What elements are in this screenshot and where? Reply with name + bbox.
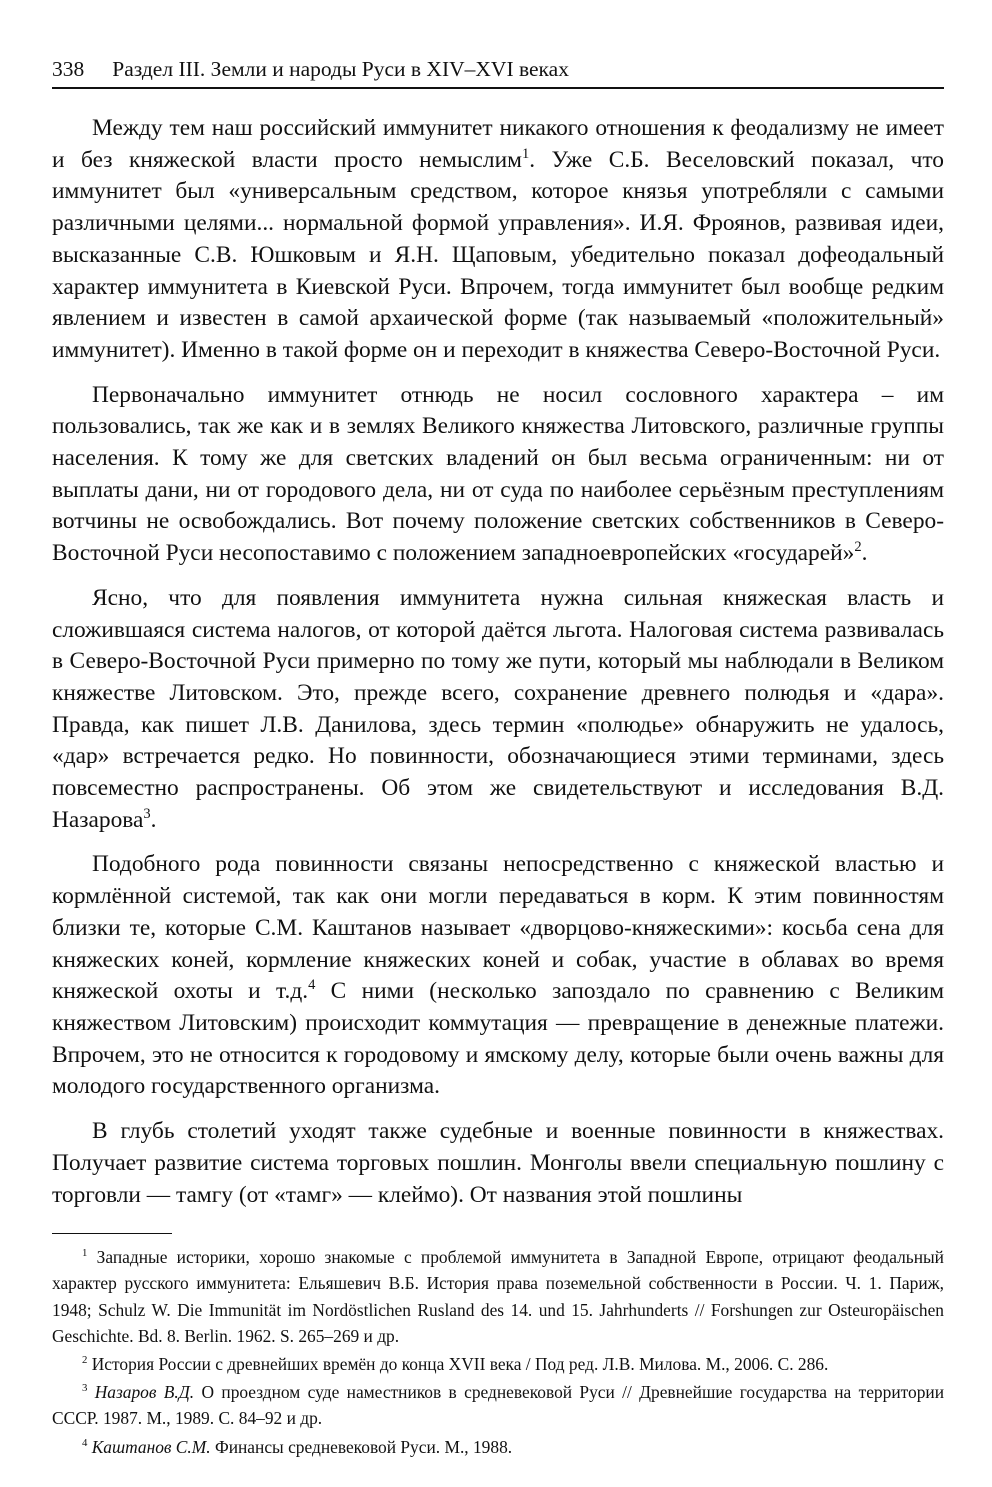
footnote-reference: 4 — [308, 977, 316, 994]
paragraph — [52, 1116, 944, 1211]
running-header — [52, 55, 944, 89]
paragraph-text: Ясно, что для появления иммунитета нужна сильная княжеская власть и сложившаяся система налогов, от которой даётся льгота. Налоговая система развивалась в Северо-Восточной Руси примерно по тому же пути, который мы наблюдали в Великом княжестве Литовском. Это, прежде всего, сохранение древнего полюдья и «дара». Правда, как пишет Л.В. Данилова, здесь термин «полюдье» обнаружить не удалось, «дар» встречается редко. Но повинности, обозначающиеся этими терминами, здесь повсеместно распространены. Об этом же свидетельствуют и исследования В.Д. Назарова — [52, 584, 944, 833]
footnote-number: 2 — [82, 1354, 88, 1367]
footnote — [52, 1351, 944, 1377]
footnote — [52, 1379, 944, 1431]
footnote-number: 1 — [82, 1247, 88, 1260]
paragraph-text: . — [150, 806, 157, 833]
footnote-number: 4 — [82, 1436, 88, 1449]
footnote-reference: 2 — [854, 539, 862, 556]
footnote-reference: 1 — [521, 145, 530, 162]
footnote-number: 3 — [82, 1382, 88, 1395]
paragraph — [52, 113, 944, 367]
book-page — [52, 55, 944, 1462]
footnote — [52, 1244, 944, 1349]
main-text — [52, 113, 944, 1211]
footnote-separator — [52, 1233, 172, 1234]
paragraph — [52, 849, 944, 1103]
footnote-text: Западные историки, хорошо знакомые с проблемой иммунитета в Западной Европе, отрицают феодальный характер русского иммунитета: Ельяшевич В.Б. История права поземельной собственности в России. Ч. 1. Париж, 1948; Schulz W. Die Immunität im Nordöstlichen Rusland des 14. und 15. Jahrhunderts // Forshungen zur Osteuropäischen Geschichte. Bd. 8. Berlin. 1962. S. 265–269 и др. — [52, 1247, 944, 1346]
footnote-text: Финансы средневековой Руси. М., 1988. — [214, 1436, 513, 1457]
paragraph — [52, 380, 944, 570]
footnote — [52, 1434, 944, 1460]
footnotes — [52, 1244, 944, 1460]
paragraph-text: Между тем наш российский иммунитет никакого отношения к феодализму не имеет и без княжеской власти просто немыслим — [52, 115, 944, 173]
running-title: Раздел III. Земли и народы Руси в XIV–XVI веках — [112, 57, 569, 81]
footnote-author: Назаров В.Д. — [94, 1382, 195, 1403]
paragraph-text: Первоначально иммунитет отнюдь не носил сословного характера – им пользовались, так же как и в землях Великого княжества Литовского, различные группы населения. К тому же для светских владений он был весьма ограниченным: ни от выплаты дани, ни от городового дела, ни от суда по наиболее серьёзным преступлениям вотчины не освобождались. Вот почему положение светских собственников в Северо-Восточной Руси несопоставимо с положением западноевропейских «государей» — [52, 381, 944, 567]
footnote-reference: 3 — [143, 805, 151, 822]
paragraph-text: С ними (несколько запоздало по сравнению с Великим княжеством Литовским) происходит коммутация — превращение в денежные платежи. Впрочем, это не относится к городовому и ямскому делу, которые были очень важны для молодого государственного организма. — [52, 978, 944, 1100]
footnote-author: Каштанов С.М. — [91, 1436, 211, 1457]
paragraph-text: Подобного рода повинности связаны непосредственно с княжеской властью и кормлённой системой, так как они могли передаваться в корм. К этим повинностям близки те, которые С.М. Каштанов называет «дворцово-княжескими»: косьба сена для княжеских коней, кормление княжеских коней и собак, участие в облавах во время княжеской охоты и т.д. — [52, 851, 944, 1005]
paragraph — [52, 583, 944, 837]
paragraph-text: В глубь столетий уходят также судебные и военные повинности в княжествах. Получает развитие система торговых пошлин. Монголы ввели специальную пошлину с торговли — тамгу (от «тамг» — клеймо). От названия этой пошлины — [52, 1118, 944, 1208]
footnote-text: О проездном суде наместников в средневековой Руси // Древнейшие государства на территории СССР. 1987. М., 1989. С. 84–92 и др. — [52, 1382, 944, 1429]
footnote-text: История России с древнейших времён до конца XVII века / Под ред. Л.В. Милова. М., 2006. С. 286. — [91, 1354, 829, 1375]
paragraph-text: . Уже С.Б. Веселовский показал, что иммунитет был «универсальным средством, которое князья употребляли с самыми различными целями... нормальной формой управления». И.Я. Фроянов, развивая идеи, высказанные С.В. Юшковым и Я.Н. Щаповым, убедительно показал дофеодальный характер иммунитета в Киевской Руси. Впрочем, тогда иммунитет был вообще редким явлением и известен в самой архаической форме (так называемый «положительный» иммунитет). Именно в такой форме он и переходит в княжества Северо-Восточной Руси. — [52, 146, 944, 363]
page-number: 338 — [52, 57, 85, 81]
paragraph-text: . — [861, 540, 868, 567]
